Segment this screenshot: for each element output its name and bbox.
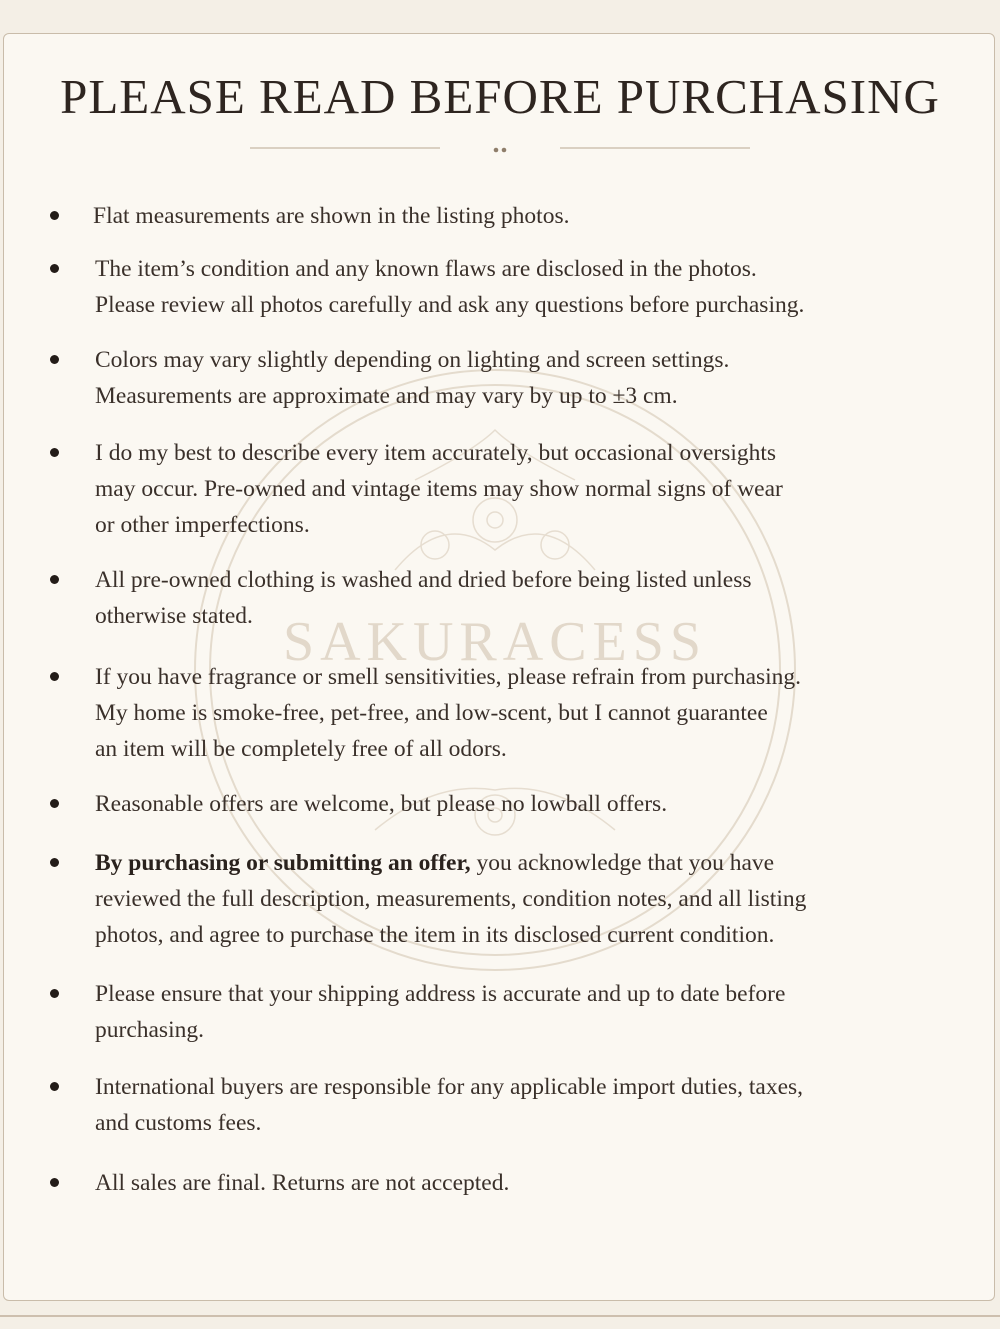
text-line: International buyers are responsible for any applicable import duties, taxes, xyxy=(95,1074,804,1100)
bullet-icon xyxy=(50,448,59,457)
bullet-icon xyxy=(50,575,59,584)
bullet-icon xyxy=(50,672,59,681)
list-item-text xyxy=(95,562,965,634)
list-item-text xyxy=(95,251,965,323)
list-item-text xyxy=(95,342,965,414)
bullet-icon xyxy=(50,799,59,808)
text-line: reviewed the full description, measurements, condition notes, and all listing xyxy=(95,886,807,912)
text-fragment: you acknowledge that you have xyxy=(470,850,775,876)
text-line: purchasing. xyxy=(95,1017,204,1043)
bullet-icon xyxy=(50,989,59,998)
text-line xyxy=(95,845,965,881)
list-item-text xyxy=(95,435,965,543)
text-line: All pre-owned clothing is washed and dried before being listed unless xyxy=(95,567,752,593)
bullet-icon xyxy=(50,264,59,273)
text-line: otherwise stated. xyxy=(95,603,253,629)
list-item-text xyxy=(95,976,965,1048)
bullet-icon xyxy=(50,1082,59,1091)
list-item-text xyxy=(95,1069,965,1141)
list-item-text xyxy=(95,659,965,767)
text-line: Measurements are approximate and may vary by up to ±3 cm. xyxy=(95,383,678,409)
bullet-icon xyxy=(50,1178,59,1187)
text-line: My home is smoke-free, pet-free, and low-scent, but I cannot guarantee xyxy=(95,700,768,726)
text-line: Please ensure that your shipping address is accurate and up to date before xyxy=(95,981,786,1007)
text-line: All sales are final. Returns are not accepted. xyxy=(95,1170,510,1196)
bullet-icon xyxy=(50,211,59,220)
bullet-icon xyxy=(50,355,59,364)
text-line: Please review all photos carefully and ask any questions before purchasing. xyxy=(95,292,805,318)
text-line: or other imperfections. xyxy=(95,512,310,538)
text-line: photos, and agree to purchase the item in its disclosed current condition. xyxy=(95,922,775,948)
text-line: The item’s condition and any known flaws are disclosed in the photos. xyxy=(95,256,757,282)
text-line: may occur. Pre-owned and vintage items may show normal signs of wear xyxy=(95,476,783,502)
text-line: If you have fragrance or smell sensitivities, please refrain from purchasing. xyxy=(95,664,802,690)
text-line: Reasonable offers are welcome, but please no lowball offers. xyxy=(95,791,668,817)
emphasis-text: By purchasing or submitting an offer, xyxy=(95,850,471,876)
list-item-text xyxy=(95,845,965,953)
text-line: Colors may vary slightly depending on lighting and screen settings. xyxy=(95,347,730,373)
list-item-text xyxy=(95,1165,965,1201)
text-line: an item will be completely free of all odors. xyxy=(95,736,507,762)
text-line: and customs fees. xyxy=(95,1110,262,1136)
page-title: PLEASE READ BEFORE PURCHASING xyxy=(60,69,940,124)
list-item-text xyxy=(93,198,963,234)
text-line: Flat measurements are shown in the listing photos. xyxy=(93,203,570,229)
list-item-text xyxy=(95,786,965,822)
watermark-text: SAKURACESS xyxy=(282,611,708,673)
text-line: I do my best to describe every item accurately, but occasional oversights xyxy=(95,440,777,466)
bullet-icon xyxy=(50,858,59,867)
